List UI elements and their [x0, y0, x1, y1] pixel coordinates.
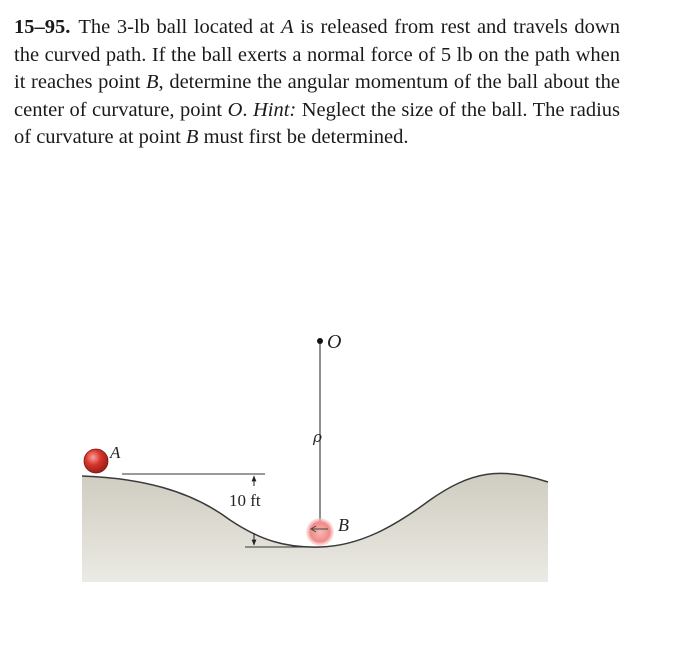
ball-A — [84, 449, 108, 473]
problem-text-italic: A — [281, 16, 294, 38]
problem-text-italic: B — [185, 126, 199, 148]
problem-text-run: , determine the angular momentum of the ball about the center of curvature, point — [14, 71, 620, 121]
problem-text-italic: O — [227, 98, 243, 121]
label-B: B — [338, 515, 349, 535]
label-rho: ρ — [313, 428, 322, 446]
ball-B — [306, 518, 334, 546]
problem-number: 15–95. — [14, 16, 71, 38]
problem-text-italic: Hint: — [252, 98, 297, 121]
problem-text-run: . — [242, 98, 253, 121]
center-point-O — [317, 338, 323, 344]
problem-text-run: Neglect the size of the ball. The radius of curvature at point — [14, 98, 621, 148]
label-A: A — [110, 443, 121, 462]
problem-text-italic: B — [146, 71, 159, 93]
label-O: O — [327, 331, 342, 353]
problem-text-run: must first be determined. — [198, 126, 409, 148]
problem-text-run: The 3-lb ball located at — [78, 16, 282, 38]
dimension-label: 10 ft — [229, 491, 261, 510]
problem-text-run: is released from rest and travels down the curved path. If the ball exerts a normal force of 5 lb on the path when it reaches point — [14, 16, 620, 93]
